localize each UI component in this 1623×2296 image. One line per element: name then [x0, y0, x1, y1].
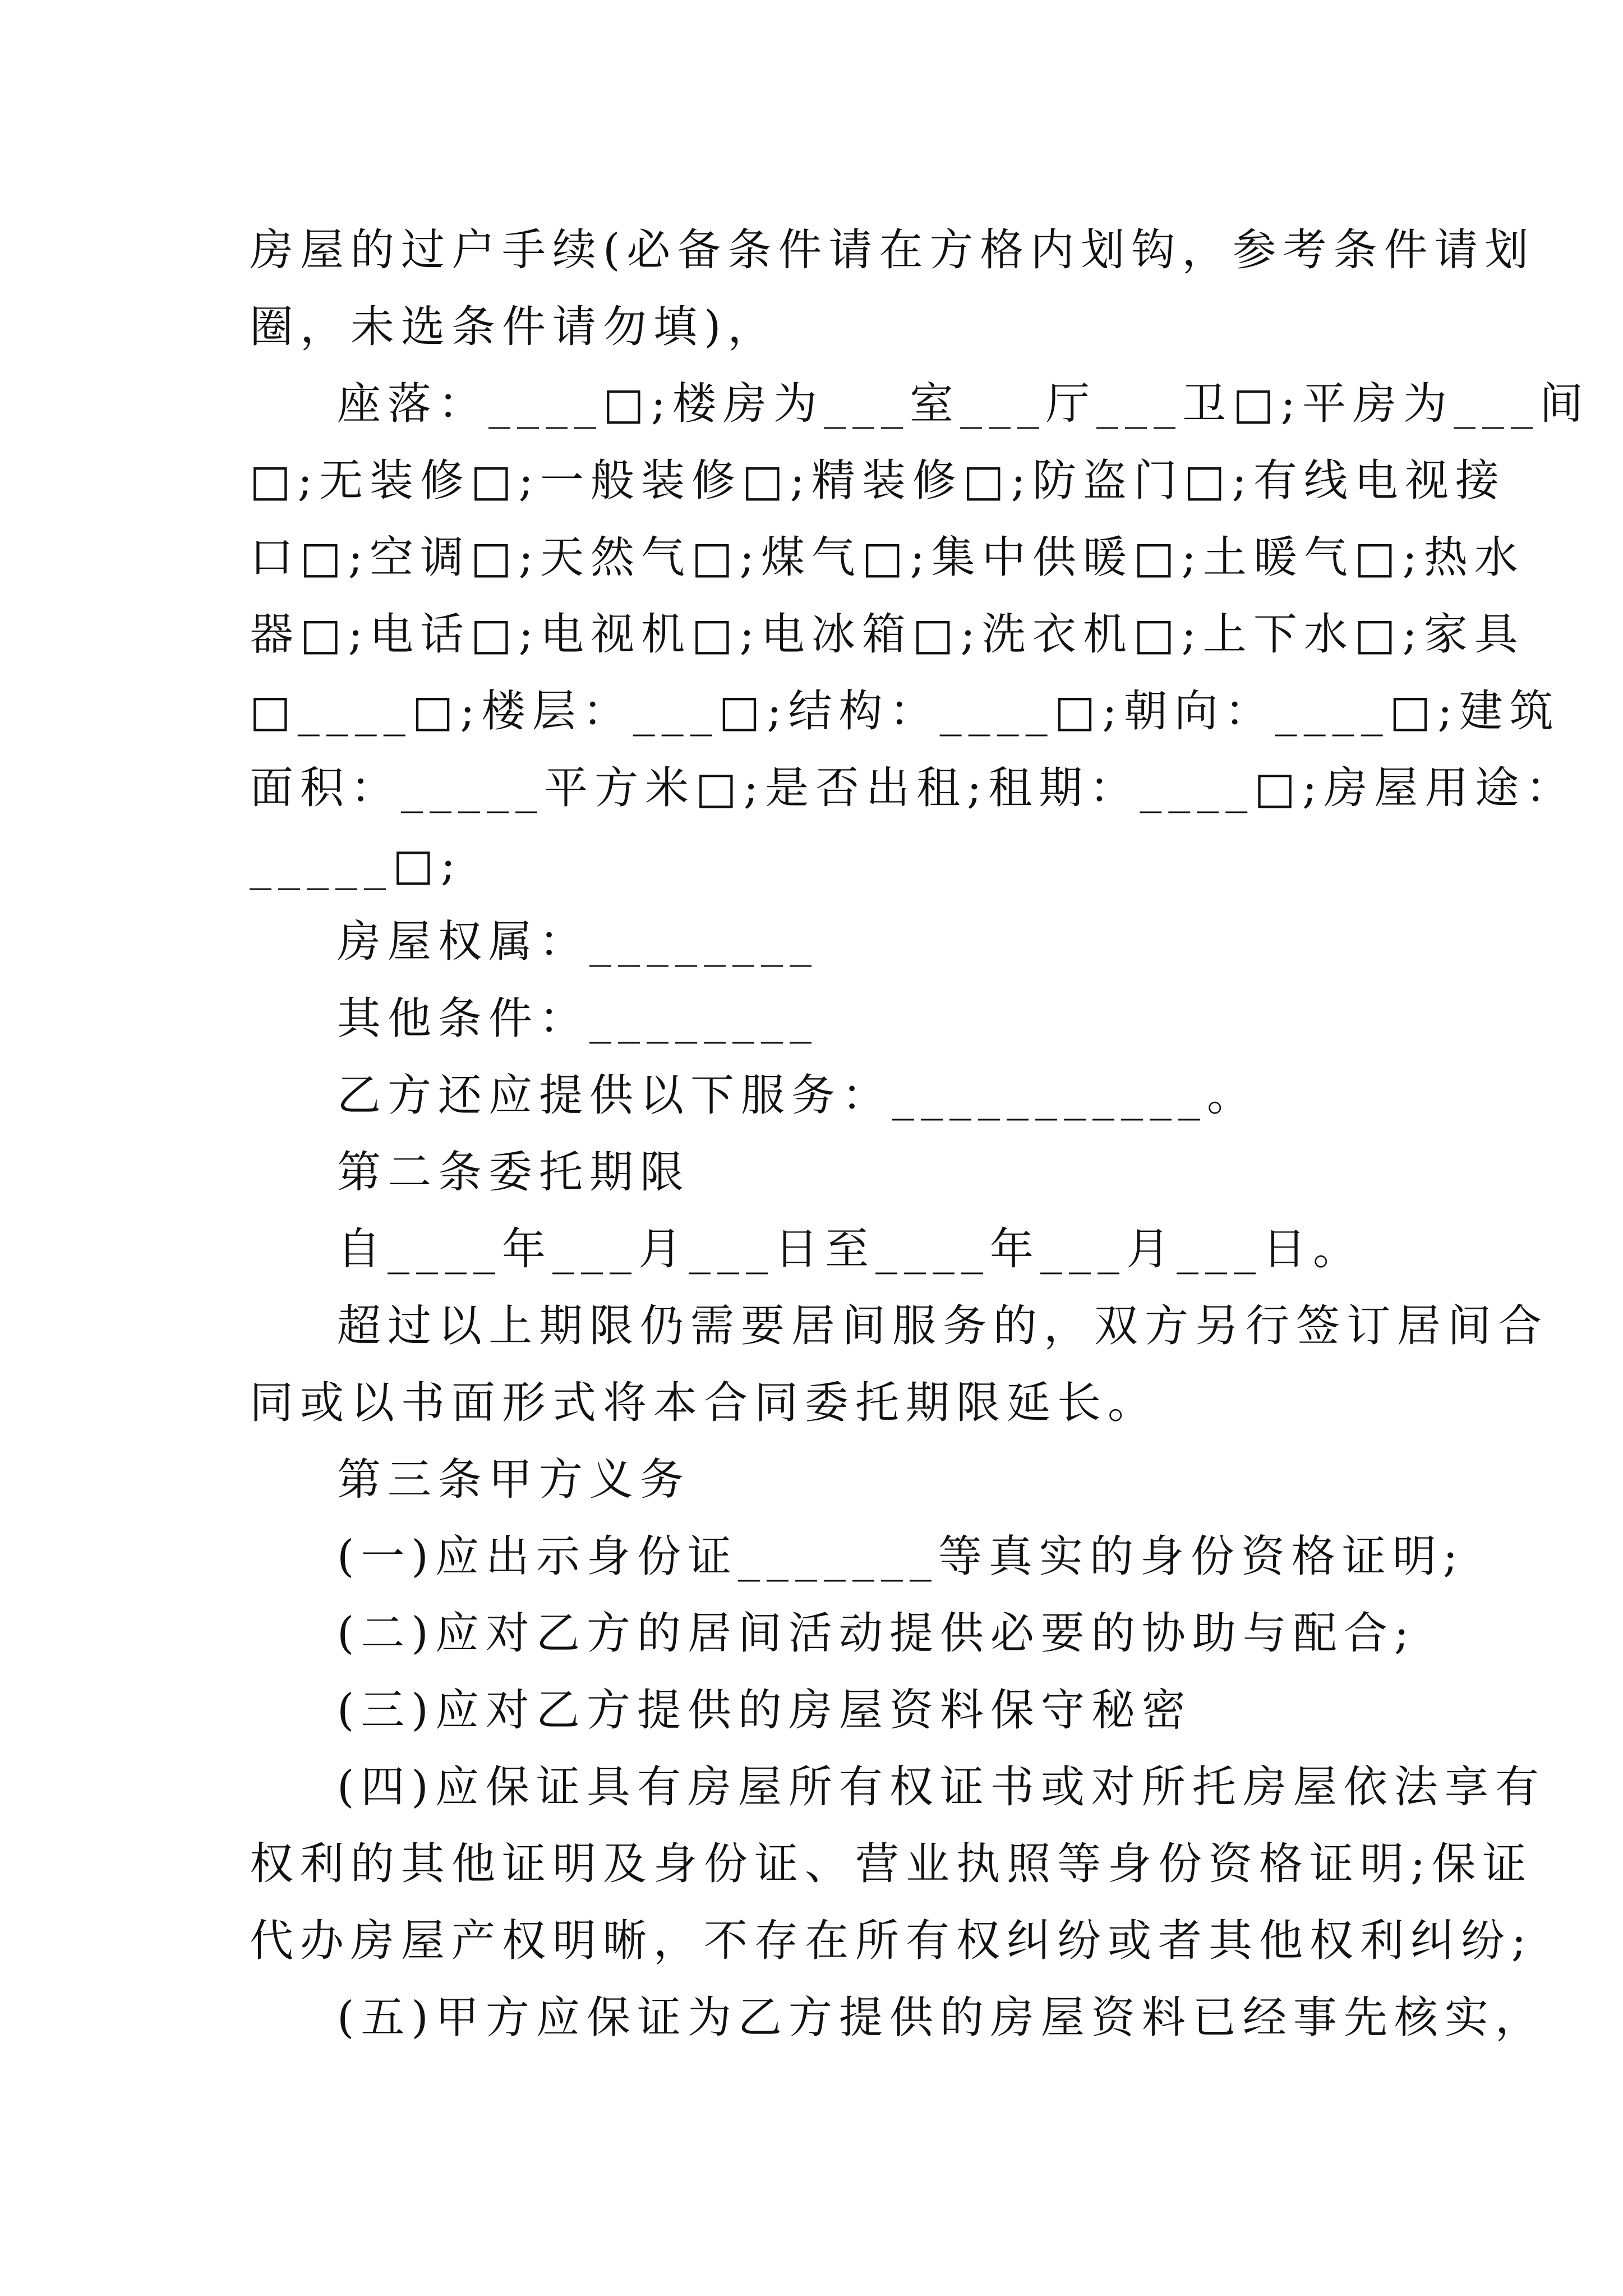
body-line-7: □____□;楼层：___□;结构：____□;朝向：____□;建筑: [250, 686, 1560, 737]
body-line-12: 乙方还应提供以下服务：___________。: [337, 1070, 1258, 1121]
body-line-15: 超过以上期限仍需要居间服务的，双方另行签订居间合: [337, 1301, 1549, 1351]
body-line-6: 器□;电话□;电视机□;电冰箱□;洗衣机□;上下水□;家具: [250, 609, 1525, 660]
body-line-10: 房屋权属：________: [337, 917, 819, 967]
body-line-22: 权利的其他证明及身份证、营业执照等身份资格证明;保证: [250, 1839, 1533, 1889]
body-line-8: 面积：_____平方米□;是否出租;租期：____□;房屋用途：: [250, 763, 1576, 813]
body-line-1: 房屋的过户手续(必备条件请在方格内划钩，参考条件请划: [250, 225, 1536, 275]
body-line-14: 自____年___月___日至____年___月___日。: [337, 1224, 1364, 1274]
body-line-3: 座落：____□;楼房为___室___厅___卫□;平房为___间: [337, 379, 1590, 429]
body-line-24: (五)甲方应保证为乙方提供的房屋资料已经事先核实，: [337, 1993, 1546, 2043]
body-line-21: (四)应保证具有房屋所有权证书或对所托房屋依法享有: [337, 1762, 1546, 1812]
section-heading-2: 第二条委托期限: [337, 1147, 691, 1198]
body-line-2: 圈，未选条件请勿填)，: [250, 302, 778, 352]
body-line-16: 同或以书面形式将本合同委托期限延长。: [250, 1378, 1159, 1428]
body-line-11: 其他条件：________: [337, 993, 819, 1044]
section-heading-3: 第三条甲方义务: [337, 1455, 691, 1505]
body-line-5: 口□;空调□;天然气□;煤气□;集中供暖□;土暖气□;热水: [250, 532, 1525, 583]
document-body: [250, 212, 1590, 2056]
body-line-19: (二)应对乙方的居间活动提供必要的协助与配合;: [337, 1608, 1416, 1659]
body-line-9: _____□;: [250, 840, 462, 890]
body-line-23: 代办房屋产权明晰，不存在所有权纠纷或者其他权利纠纷;: [250, 1916, 1533, 1966]
body-line-4: □;无装修□;一般装修□;精装修□;防盗门□;有线电视接: [250, 455, 1506, 506]
body-line-18: (一)应出示身份证_______等真实的身份资格证明;: [337, 1531, 1465, 1582]
body-line-20: (三)应对乙方提供的房屋资料保守秘密: [337, 1685, 1192, 1736]
